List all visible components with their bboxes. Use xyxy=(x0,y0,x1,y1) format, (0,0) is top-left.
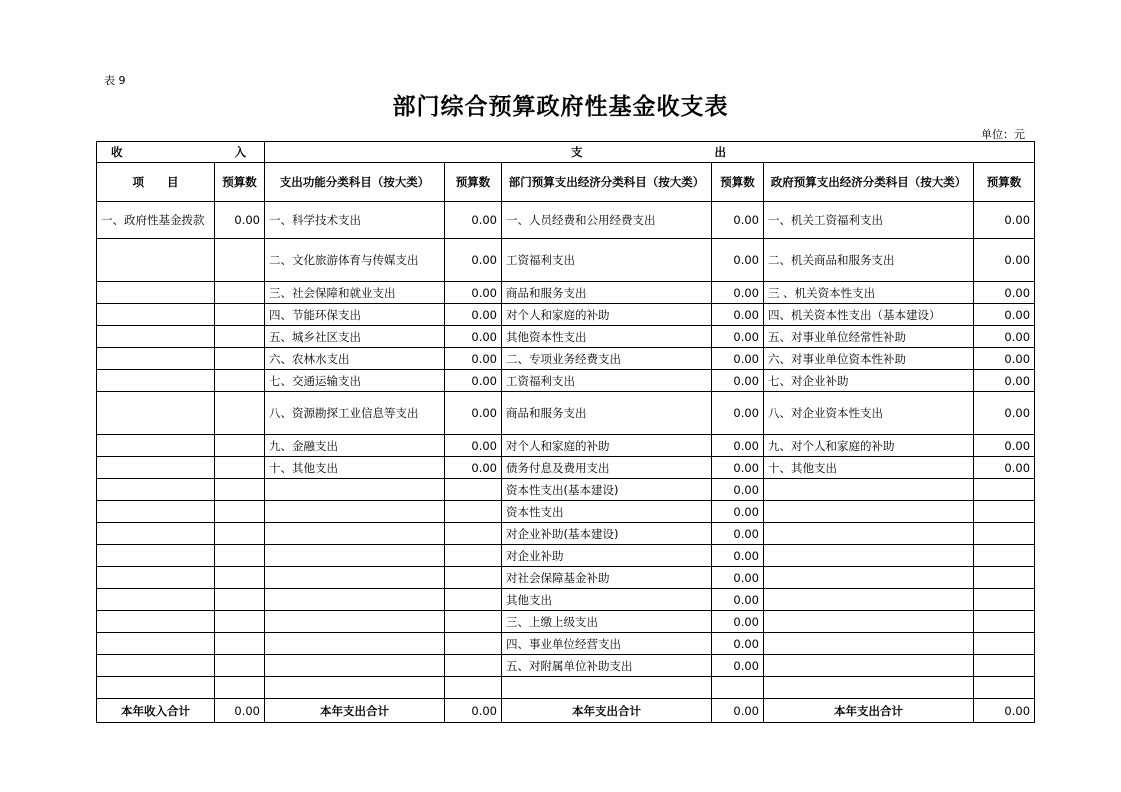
total-dept-amount: 0.00 xyxy=(712,699,764,723)
income-amount xyxy=(215,479,265,501)
gov-amount: 0.00 xyxy=(974,326,1035,348)
func-amount xyxy=(445,545,502,567)
table-row xyxy=(97,435,1035,457)
dept-amount: 0.00 xyxy=(712,589,764,611)
func-item xyxy=(265,589,445,611)
income-amount xyxy=(215,677,265,699)
gov-amount xyxy=(974,545,1035,567)
func-item xyxy=(265,501,445,523)
table-row xyxy=(97,611,1035,633)
gov-item xyxy=(764,523,974,545)
dept-item: 资本性支出(基本建设) xyxy=(502,479,712,501)
gov-amount: 0.00 xyxy=(974,304,1035,326)
func-item: 一、科学技术支出 xyxy=(265,202,445,239)
func-item: 六、农林水支出 xyxy=(265,348,445,370)
income-amount xyxy=(215,501,265,523)
table-row xyxy=(97,523,1035,545)
dept-item: 其他资本性支出 xyxy=(502,326,712,348)
income-item xyxy=(97,239,215,282)
dept-amount: 0.00 xyxy=(712,392,764,435)
gov-amount: 0.00 xyxy=(974,435,1035,457)
func-item xyxy=(265,545,445,567)
gov-amount xyxy=(974,677,1035,699)
func-amount: 0.00 xyxy=(445,392,502,435)
func-amount xyxy=(445,567,502,589)
func-amount xyxy=(445,523,502,545)
func-amount: 0.00 xyxy=(445,457,502,479)
income-amount: 0.00 xyxy=(215,202,265,239)
func-item: 九、金融支出 xyxy=(265,435,445,457)
expense-section-right: 出 xyxy=(714,145,727,159)
income-amount xyxy=(215,304,265,326)
gov-amount: 0.00 xyxy=(974,348,1035,370)
dept-item: 其他支出 xyxy=(502,589,712,611)
gov-item: 六、对事业单位资本性补助 xyxy=(764,348,974,370)
dept-amount: 0.00 xyxy=(712,370,764,392)
dept-amount: 0.00 xyxy=(712,239,764,282)
total-func-label: 本年支出合计 xyxy=(265,699,445,723)
dept-amount: 0.00 xyxy=(712,611,764,633)
func-amount xyxy=(445,677,502,699)
table-row xyxy=(97,370,1035,392)
gov-item xyxy=(764,677,974,699)
income-amount xyxy=(215,370,265,392)
budget-table xyxy=(96,141,1035,723)
income-item xyxy=(97,633,215,655)
table-row xyxy=(97,457,1035,479)
gov-item xyxy=(764,611,974,633)
func-item: 八、资源勘探工业信息等支出 xyxy=(265,392,445,435)
dept-item: 商品和服务支出 xyxy=(502,392,712,435)
unit-label: 单位：元 xyxy=(981,128,1025,141)
gov-amount: 0.00 xyxy=(974,392,1035,435)
gov-item xyxy=(764,633,974,655)
gov-amount xyxy=(974,589,1035,611)
dept-amount: 0.00 xyxy=(712,501,764,523)
income-item xyxy=(97,677,215,699)
func-amount xyxy=(445,633,502,655)
table-row xyxy=(97,545,1035,567)
table-row xyxy=(97,202,1035,239)
func-item xyxy=(265,677,445,699)
income-item xyxy=(97,370,215,392)
func-amount: 0.00 xyxy=(445,202,502,239)
gov-item: 九、对个人和家庭的补助 xyxy=(764,435,974,457)
dept-item: 对个人和家庭的补助 xyxy=(502,304,712,326)
gov-amount xyxy=(974,633,1035,655)
gov-item: 十、其他支出 xyxy=(764,457,974,479)
dept-amount: 0.00 xyxy=(712,567,764,589)
dept-amount: 0.00 xyxy=(712,523,764,545)
gov-amount: 0.00 xyxy=(974,239,1035,282)
income-amount xyxy=(215,655,265,677)
dept-amount: 0.00 xyxy=(712,479,764,501)
gov-amount xyxy=(974,523,1035,545)
dept-amount xyxy=(712,677,764,699)
income-item xyxy=(97,304,215,326)
gov-item: 五、对事业单位经常性补助 xyxy=(764,326,974,348)
expense-section-left: 支 xyxy=(571,145,583,159)
income-amount xyxy=(215,392,265,435)
gov-item xyxy=(764,589,974,611)
func-item xyxy=(265,523,445,545)
income-item xyxy=(97,392,215,435)
dept-amount: 0.00 xyxy=(712,202,764,239)
total-gov-label: 本年支出合计 xyxy=(764,699,974,723)
dept-item: 三、上缴上级支出 xyxy=(502,611,712,633)
income-item xyxy=(97,501,215,523)
dept-item: 对社会保障基金补助 xyxy=(502,567,712,589)
income-item: 一、政府性基金拨款 xyxy=(97,202,215,239)
gov-item xyxy=(764,479,974,501)
gov-amount: 0.00 xyxy=(974,282,1035,304)
dept-item: 一、人员经费和公用经费支出 xyxy=(502,202,712,239)
gov-item xyxy=(764,567,974,589)
dept-item: 对企业补助(基本建设) xyxy=(502,523,712,545)
gov-item xyxy=(764,655,974,677)
func-item xyxy=(265,567,445,589)
table-row xyxy=(97,633,1035,655)
dept-amount: 0.00 xyxy=(712,326,764,348)
income-amount xyxy=(215,348,265,370)
gov-item: 八、对企业资本性支出 xyxy=(764,392,974,435)
table-row xyxy=(97,567,1035,589)
page-title: 部门综合预算政府性基金收支表 xyxy=(392,93,729,120)
income-section-right: 入 xyxy=(234,145,246,159)
header-budget-b: 预算数 xyxy=(445,163,502,202)
header-func-class: 支出功能分类科目（按大类） xyxy=(265,163,445,202)
func-item xyxy=(265,611,445,633)
func-amount: 0.00 xyxy=(445,348,502,370)
table-row xyxy=(97,479,1035,501)
gov-amount xyxy=(974,567,1035,589)
income-item xyxy=(97,611,215,633)
column-header-row xyxy=(97,163,1035,202)
dept-amount: 0.00 xyxy=(712,545,764,567)
income-item xyxy=(97,479,215,501)
func-item: 七、交通运输支出 xyxy=(265,370,445,392)
income-amount xyxy=(215,567,265,589)
dept-amount: 0.00 xyxy=(712,457,764,479)
func-amount: 0.00 xyxy=(445,326,502,348)
header-item: 项 目 xyxy=(97,163,215,202)
dept-item xyxy=(502,677,712,699)
table-number: 表 9 xyxy=(104,74,126,87)
func-item: 五、城乡社区支出 xyxy=(265,326,445,348)
expense-section-header xyxy=(265,142,1035,163)
func-item xyxy=(265,479,445,501)
income-item xyxy=(97,435,215,457)
gov-amount: 0.00 xyxy=(974,202,1035,239)
func-item xyxy=(265,655,445,677)
dept-item: 债务付息及费用支出 xyxy=(502,457,712,479)
income-item xyxy=(97,589,215,611)
dept-item: 对企业补助 xyxy=(502,545,712,567)
table-row xyxy=(97,392,1035,435)
income-item xyxy=(97,567,215,589)
header-budget-d: 预算数 xyxy=(974,163,1035,202)
totals-row xyxy=(97,699,1035,723)
gov-amount xyxy=(974,611,1035,633)
income-amount xyxy=(215,435,265,457)
income-section-header xyxy=(97,142,265,163)
income-amount xyxy=(215,523,265,545)
func-item: 三、社会保障和就业支出 xyxy=(265,282,445,304)
func-amount: 0.00 xyxy=(445,239,502,282)
func-amount xyxy=(445,655,502,677)
section-header-row xyxy=(97,142,1035,163)
gov-amount: 0.00 xyxy=(974,457,1035,479)
income-item xyxy=(97,282,215,304)
income-amount xyxy=(215,589,265,611)
func-item: 二、文化旅游体育与传媒支出 xyxy=(265,239,445,282)
func-amount xyxy=(445,589,502,611)
dept-item: 对个人和家庭的补助 xyxy=(502,435,712,457)
gov-item: 七、对企业补助 xyxy=(764,370,974,392)
dept-item: 商品和服务支出 xyxy=(502,282,712,304)
gov-item: 四、机关资本性支出（基本建设） xyxy=(764,304,974,326)
dept-item: 工资福利支出 xyxy=(502,370,712,392)
gov-amount: 0.00 xyxy=(974,370,1035,392)
total-income-label: 本年收入合计 xyxy=(97,699,215,723)
income-item xyxy=(97,655,215,677)
func-amount: 0.00 xyxy=(445,304,502,326)
total-gov-amount: 0.00 xyxy=(974,699,1035,723)
dept-item: 工资福利支出 xyxy=(502,239,712,282)
header-budget-c: 预算数 xyxy=(712,163,764,202)
func-amount xyxy=(445,611,502,633)
func-amount xyxy=(445,501,502,523)
income-item xyxy=(97,348,215,370)
income-item xyxy=(97,457,215,479)
gov-amount xyxy=(974,479,1035,501)
header-gov-econ: 政府预算支出经济分类科目（按大类） xyxy=(764,163,974,202)
income-section-left: 收 xyxy=(111,145,123,159)
income-item xyxy=(97,545,215,567)
dept-amount: 0.00 xyxy=(712,282,764,304)
income-item xyxy=(97,326,215,348)
dept-amount: 0.00 xyxy=(712,304,764,326)
table-row xyxy=(97,304,1035,326)
income-amount xyxy=(215,282,265,304)
income-item xyxy=(97,523,215,545)
table-row xyxy=(97,677,1035,699)
dept-item: 五、对附属单位补助支出 xyxy=(502,655,712,677)
func-amount: 0.00 xyxy=(445,282,502,304)
income-amount xyxy=(215,545,265,567)
income-amount xyxy=(215,633,265,655)
table-row xyxy=(97,348,1035,370)
func-amount: 0.00 xyxy=(445,370,502,392)
gov-item: 二、机关商品和服务支出 xyxy=(764,239,974,282)
gov-item: 一、机关工资福利支出 xyxy=(764,202,974,239)
header-dept-econ: 部门预算支出经济分类科目（按大类） xyxy=(502,163,712,202)
dept-amount: 0.00 xyxy=(712,633,764,655)
total-income-amount: 0.00 xyxy=(215,699,265,723)
table-row xyxy=(97,326,1035,348)
table-row xyxy=(97,239,1035,282)
total-dept-label: 本年支出合计 xyxy=(502,699,712,723)
gov-amount xyxy=(974,501,1035,523)
dept-item: 二、专项业务经费支出 xyxy=(502,348,712,370)
func-amount xyxy=(445,479,502,501)
dept-item: 四、事业单位经营支出 xyxy=(502,633,712,655)
table-row xyxy=(97,501,1035,523)
income-amount xyxy=(215,326,265,348)
table-row xyxy=(97,282,1035,304)
func-item: 四、节能环保支出 xyxy=(265,304,445,326)
gov-item: 三 、机关资本性支出 xyxy=(764,282,974,304)
income-amount xyxy=(215,239,265,282)
dept-amount: 0.00 xyxy=(712,348,764,370)
header-budget-a: 预算数 xyxy=(215,163,265,202)
func-amount: 0.00 xyxy=(445,435,502,457)
func-item: 十、其他支出 xyxy=(265,457,445,479)
dept-item: 资本性支出 xyxy=(502,501,712,523)
gov-item xyxy=(764,545,974,567)
income-amount xyxy=(215,611,265,633)
gov-amount xyxy=(974,655,1035,677)
table-row xyxy=(97,589,1035,611)
func-item xyxy=(265,633,445,655)
dept-amount: 0.00 xyxy=(712,655,764,677)
table-row xyxy=(97,655,1035,677)
gov-item xyxy=(764,501,974,523)
dept-amount: 0.00 xyxy=(712,435,764,457)
income-amount xyxy=(215,457,265,479)
total-func-amount: 0.00 xyxy=(445,699,502,723)
